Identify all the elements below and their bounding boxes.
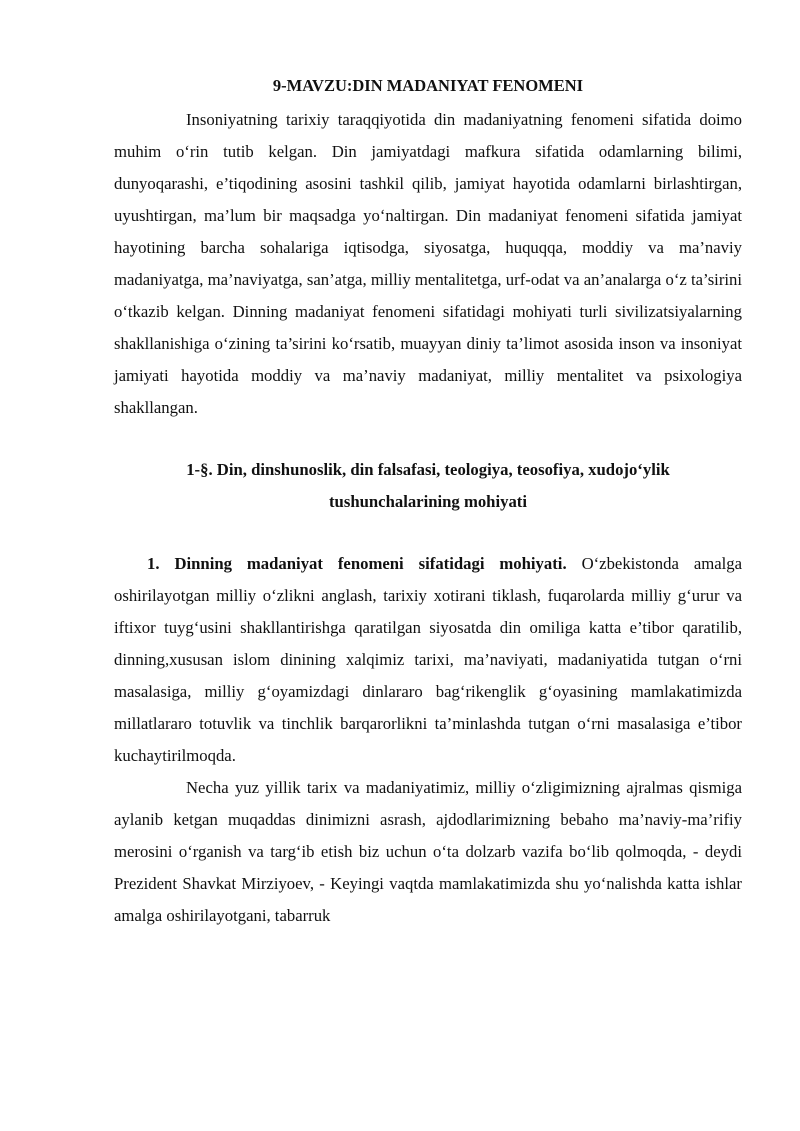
document-page — [114, 74, 742, 932]
quote-paragraph: Necha yuz yillik tarix va madaniyatimiz, milliy o‘zligimizning ajralmas qismiga aylanib ketgan muqaddas dinimizni asrash, ajdodlarimizning bebaho ma’naviy-ma’rifiy merosini o‘rganish va targ‘ib etish biz uchun o‘ta dolzarb vazifa bo‘lib qolmoqda, - deydi Prezident Shavkat Mirziyoev, - Keyingi vaqtda mamlakatimizda shu yo‘nalishda katta ishlar amalga oshirilayotgani, tabarruk — [114, 778, 742, 925]
section-heading — [114, 454, 742, 518]
subsection-lead: 1. Dinning madaniyat fenomeni sifatidagi mohiyati. — [147, 554, 567, 573]
subsection-paragraph — [114, 548, 742, 772]
document-title: 9-MAVZU:DIN MADANIYAT FENOMENI — [272, 76, 584, 95]
section-heading-line-2: tushunchalarining mohiyati — [329, 492, 527, 511]
intro-paragraph: Insoniyatning tarixiy taraqqiyotida din madaniyatning fenomeni sifatida doimo muhim o‘rin tutib kelgan. Din jamiyatdagi mafkura sifatida odamlarning bilimi, dunyoqarashi, e’tiqodining asosini tashkil qilib, jamiyat hayotida odamlarni birlashtirgan, uyushtirgan, ma’lum bir maqsadga yo‘naltirgan. Din madaniyat fenomeni sifatida jamiyat hayotining barcha sohalariga iqtisodga, siyosatga, huquqqa, moddiy va ma’naviy madaniyatga, ma’naviyatga, san’atga, milliy mentalitetga, urf-odat va an’analarga o‘z ta’sirini o‘tkazib kelgan. Dinning madaniyat fenomeni sifatidagi mohiyati turli sivilizatsiyalarning shakllanishiga o‘zining ta’sirini ko‘rsatib, muayyan diniy ta’limot asosida inson va insoniyat jamiyati hayotida moddiy va ma’naviy madaniyat, milliy mentalitet va psixologiya shakllangan. — [114, 110, 742, 417]
subsection-text: O‘zbekistonda amalga oshirilayotgan milliy o‘zlikni anglash, tarixiy xotirani tiklash, fuqarolarda milliy g‘urur va iftixor tuyg‘usini shakllantirishga qaratilgan siyosatda din omiliga katta e’tibor qaratilib, dinning,xususan islom dinining xalqimiz tarixi, ma’naviyati, madaniyatida tutgan o‘rni masalasiga, milliy g‘oyamizdagi dinlararo bag‘rikenglik g‘oyasining mamlakatimizda millatlararo totuvlik va tinchlik barqarorlikni ta’minlashda tutgan o‘rni masalasiga e’tibor kuchaytirilmoqda. — [114, 554, 742, 765]
section-heading-line-1: 1-§. Din, dinshunoslik, din falsafasi, teologiya, teosofiya, xudojo‘ylik — [186, 460, 670, 479]
